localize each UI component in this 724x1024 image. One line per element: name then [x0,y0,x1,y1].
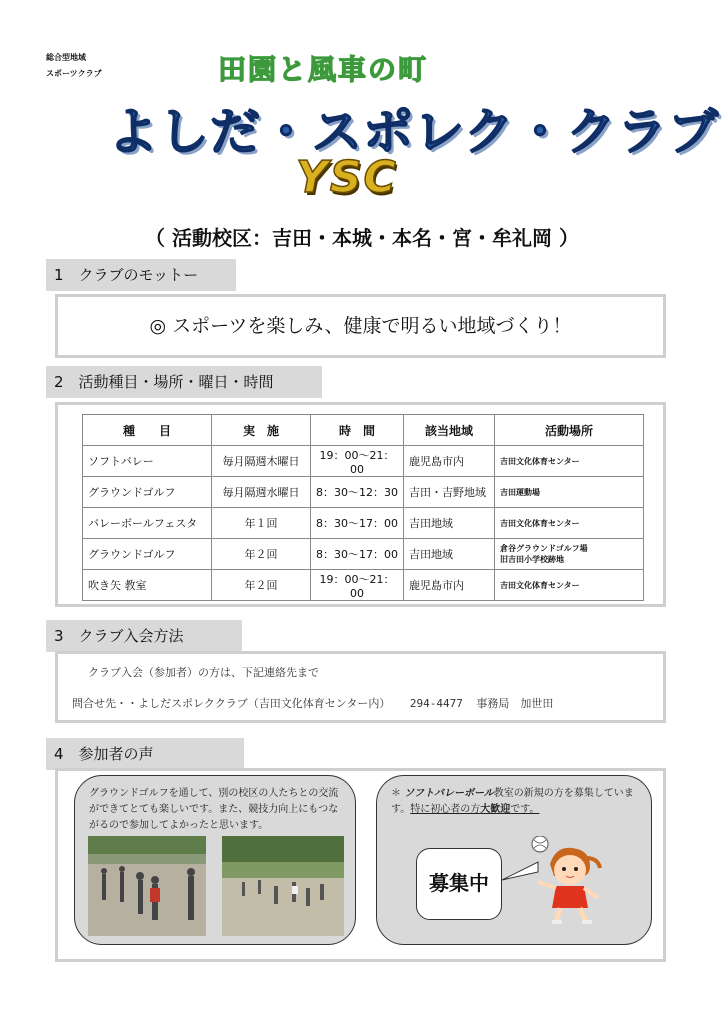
cell-time: 19：00～21：00 [311,570,404,601]
schedule-box [55,402,666,607]
cell-time: 8：30～17：00 [311,508,404,539]
recruit-text [391,786,643,818]
col-header-event: 種 目 [83,415,212,446]
col-header-area: 該当地域 [404,415,495,446]
cell-event: 吹き矢 教室 [83,570,212,601]
recruit-mark: ＊ [391,788,401,799]
place-line: 倉谷グラウンドゴルフ場 [500,544,588,553]
place-line: 吉田文化体育センター [500,580,580,590]
section1-heading: 1 クラブのモットー [46,259,236,291]
cell-area: 吉田地域 [404,508,495,539]
org-label-line1: 総合型地域 [46,53,86,62]
tagline: 田園と風車の町 [218,53,429,86]
contact-office: 事務局 加世田 [476,697,554,710]
cell-area: 吉田地域 [404,539,495,570]
page-title: よしだ・スポレク・クラブ [108,103,719,161]
join-box [55,651,666,723]
table-row [83,477,644,508]
table-header-row [83,415,644,446]
cell-area: 吉田・吉野地域 [404,477,495,508]
cell-place [495,570,644,601]
cell-event: グラウンドゴルフ [83,477,212,508]
cell-event: バレーボールフェスタ [83,508,212,539]
section4-heading: 4 参加者の声 [46,738,244,770]
org-label [46,50,102,82]
recruit-text-1: 教室の新規の方を募集しています。 [391,788,634,815]
cell-area: 鹿児島市内 [404,570,495,601]
schedule-table [82,414,644,601]
org-label-line2: スポーツクラブ [46,69,102,78]
section3-heading: 3 クラブ入会方法 [46,620,242,652]
place-line: 吉田文化体育センター [500,518,580,528]
table-row [83,570,644,601]
recruiting-callout: 募集中 [416,848,502,920]
activity-area: （ 活動校区：吉田・本城・本名・宮・牟礼岡 ） [145,226,579,250]
ground-golf-photo-1 [88,836,206,936]
cell-schedule: 毎月隔週木曜日 [212,446,311,477]
ysc-logo: YSC [296,152,398,203]
cell-schedule: 年２回 [212,539,311,570]
cell-place [495,508,644,539]
recruit-sport: ソフトバレーボール [404,788,494,799]
contact-name: 問合せ先・・よしだスポレククラブ（吉田文化体育センター内） [72,697,391,710]
join-instruction: クラブ入会（参加者）の方は、下記連絡先まで [88,666,319,679]
section2-heading: 2 活動種目・場所・曜日・時間 [46,366,322,398]
voice-text: グラウンドゴルフを通して、別の校区の人たちとの交流ができてとても楽しいです。また、競技力向上にもつながるので参加してよかったと思います。 [89,788,339,831]
col-header-time: 時 間 [311,415,404,446]
recruit-text-2: 特に初心者の方 [410,804,481,815]
cell-event: ソフトバレー [83,446,212,477]
motto-box [55,294,666,358]
contact-phone: 294-4477 [409,697,463,710]
place-line-2: 旧吉田小学校跡地 [500,555,564,564]
place-line: 吉田文化体育センター [500,456,580,466]
volleyball-girl-illustration [498,836,608,926]
table-row [83,539,644,570]
recruit-text-3: です。 [510,804,540,815]
table-row [83,508,644,539]
cell-time: 8：30～17：00 [311,539,404,570]
cell-time: 8：30～12：30 [311,477,404,508]
cell-time: 19：00～21：00 [311,446,404,477]
contact-line [72,695,553,711]
motto-text: ◎ スポーツを楽しみ、健康で明るい地域づくり！ [149,315,572,337]
cell-schedule: 年２回 [212,570,311,601]
col-header-schedule: 実 施 [212,415,311,446]
table-row [83,446,644,477]
cell-place [495,477,644,508]
ground-golf-photo-2 [222,836,344,936]
cell-area: 鹿児島市内 [404,446,495,477]
col-header-place: 活動場所 [495,415,644,446]
cell-schedule: 年１回 [212,508,311,539]
cell-place [495,446,644,477]
cell-schedule: 毎月隔週水曜日 [212,477,311,508]
cell-event: グラウンドゴルフ [83,539,212,570]
place-line: 吉田運動場 [500,487,540,497]
cell-place [495,539,644,570]
recruit-strong: 大歓迎 [480,804,511,815]
